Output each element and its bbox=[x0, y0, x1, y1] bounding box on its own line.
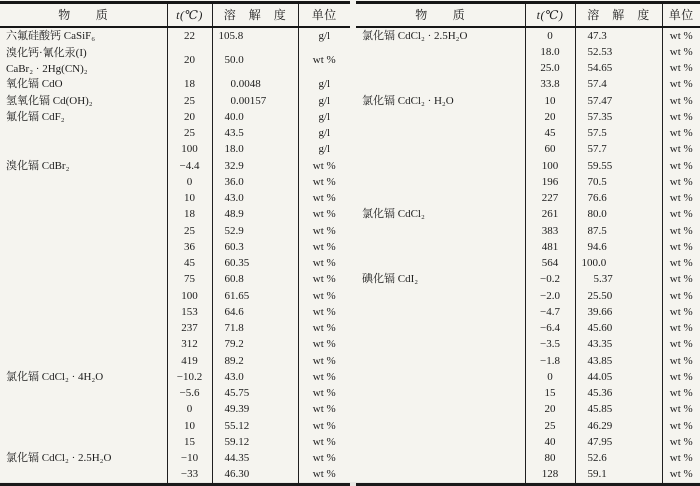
temperature-cell: 564 bbox=[525, 256, 575, 272]
temperature-cell: −33 bbox=[167, 467, 212, 485]
table-row bbox=[0, 77, 350, 93]
solubility-cell: 57.5 bbox=[575, 126, 662, 142]
table-row bbox=[356, 386, 700, 402]
col-header-temperature: t(℃) bbox=[167, 3, 212, 28]
substance-cell bbox=[356, 191, 525, 207]
unit-cell: wt % bbox=[312, 419, 336, 432]
solubility-cell: 59.12 bbox=[212, 434, 298, 450]
unit-cell: wt % bbox=[669, 175, 693, 188]
table-row bbox=[0, 402, 350, 418]
solubility-cell: 5.37 bbox=[575, 272, 662, 288]
temperature-cell: 0 bbox=[525, 369, 575, 385]
table-header-left bbox=[0, 3, 350, 28]
substance-cell bbox=[0, 353, 167, 369]
unit-cell: g/l bbox=[318, 78, 331, 91]
solubility-cell: 52.6 bbox=[575, 451, 662, 467]
temperature-cell: 45 bbox=[167, 256, 212, 272]
unit-cell: wt % bbox=[669, 240, 693, 253]
solubility-cell: 61.65 bbox=[212, 288, 298, 304]
table-row bbox=[0, 191, 350, 207]
substance-cell bbox=[356, 369, 525, 385]
unit-cell: wt % bbox=[312, 192, 336, 205]
temperature-cell: 20 bbox=[525, 109, 575, 125]
unit-cell: wt % bbox=[669, 273, 693, 286]
substance-cell bbox=[0, 434, 167, 450]
table-row bbox=[356, 321, 700, 337]
solubility-cell: 87.5 bbox=[575, 223, 662, 239]
header-row bbox=[356, 3, 700, 28]
solubility-cell: 50.0 bbox=[212, 44, 298, 77]
table-row bbox=[0, 321, 350, 337]
table-row bbox=[0, 418, 350, 434]
substance-cell: 溴化镉 CdBr₂ bbox=[0, 158, 167, 174]
solubility-cell: 44.35 bbox=[212, 451, 298, 467]
table-row bbox=[356, 207, 700, 223]
temperature-cell: 0 bbox=[525, 27, 575, 44]
table-row bbox=[0, 109, 350, 125]
solubility-cell: 57.7 bbox=[575, 142, 662, 158]
solubility-cell: 60.8 bbox=[212, 272, 298, 288]
table-row bbox=[0, 288, 350, 304]
unit-cell: wt % bbox=[312, 224, 336, 237]
temperature-cell: 261 bbox=[525, 207, 575, 223]
table-row bbox=[356, 451, 700, 467]
table-row bbox=[356, 109, 700, 125]
solubility-cell: 79.2 bbox=[212, 337, 298, 353]
unit-cell: wt % bbox=[312, 435, 336, 448]
solubility-cell: 47.95 bbox=[575, 434, 662, 450]
unit-cell: wt % bbox=[669, 419, 693, 432]
table-row bbox=[356, 239, 700, 255]
temperature-cell: −3.5 bbox=[525, 337, 575, 353]
temperature-cell: 10 bbox=[525, 93, 575, 109]
substance-cell bbox=[356, 386, 525, 402]
solubility-cell: 57.35 bbox=[575, 109, 662, 125]
table-row bbox=[356, 402, 700, 418]
unit-cell: wt % bbox=[669, 452, 693, 465]
temperature-cell: 227 bbox=[525, 191, 575, 207]
unit-cell: wt % bbox=[669, 322, 693, 335]
solubility-cell: 49.39 bbox=[212, 402, 298, 418]
unit-cell: wt % bbox=[312, 338, 336, 351]
solubility-cell: 48.9 bbox=[212, 207, 298, 223]
unit-cell: wt % bbox=[312, 468, 336, 481]
substance-cell: 氧化镉 CdO bbox=[0, 77, 167, 93]
table-row bbox=[0, 27, 350, 44]
table-row bbox=[356, 142, 700, 158]
table-body-right bbox=[356, 27, 700, 485]
unit-cell: wt % bbox=[669, 257, 693, 270]
solubility-cell: 59.1 bbox=[575, 467, 662, 485]
unit-cell: wt % bbox=[669, 78, 693, 91]
temperature-cell: 75 bbox=[167, 272, 212, 288]
substance-line1: 溴化钙·氰化汞(I) bbox=[6, 46, 87, 59]
substance-cell bbox=[356, 158, 525, 174]
solubility-cell: 43.35 bbox=[575, 337, 662, 353]
table-row bbox=[356, 288, 700, 304]
temperature-cell: 25.0 bbox=[525, 61, 575, 77]
solubility-cell: 45.60 bbox=[575, 321, 662, 337]
solubility-cell: 70.5 bbox=[575, 174, 662, 190]
solubility-cell: 55.12 bbox=[212, 418, 298, 434]
unit-cell: wt % bbox=[669, 224, 693, 237]
table-row bbox=[0, 434, 350, 450]
table-row bbox=[356, 337, 700, 353]
unit-cell: wt % bbox=[669, 62, 693, 75]
solubility-cell: 57.47 bbox=[575, 93, 662, 109]
substance-cell bbox=[0, 174, 167, 190]
table-row bbox=[356, 223, 700, 239]
unit-cell: wt % bbox=[669, 110, 693, 123]
unit-cell: wt % bbox=[669, 94, 693, 107]
unit-cell: wt % bbox=[669, 159, 693, 172]
table-row bbox=[356, 158, 700, 174]
table-row bbox=[356, 61, 700, 77]
solubility-cell: 45.36 bbox=[575, 386, 662, 402]
unit-cell: wt % bbox=[669, 370, 693, 383]
unit-cell: g/l bbox=[318, 110, 331, 123]
substance-cell bbox=[356, 256, 525, 272]
substance-cell bbox=[0, 288, 167, 304]
solubility-cell: 94.6 bbox=[575, 239, 662, 255]
col-header-substance: 物 质 bbox=[356, 3, 525, 28]
substance-cell bbox=[356, 61, 525, 77]
temperature-cell: 60 bbox=[525, 142, 575, 158]
solubility-cell: 52.9 bbox=[212, 223, 298, 239]
col-header-temperature: t(℃) bbox=[525, 3, 575, 28]
substance-cell bbox=[356, 337, 525, 353]
col-header-unit: 单位 bbox=[662, 3, 700, 28]
table-row bbox=[356, 272, 700, 288]
table-header-right bbox=[356, 3, 700, 28]
substance-cell bbox=[356, 288, 525, 304]
table-row bbox=[0, 256, 350, 272]
solubility-cell: 100.0 bbox=[575, 256, 662, 272]
table-row bbox=[0, 369, 350, 385]
temperature-cell: 40 bbox=[525, 434, 575, 450]
unit-cell: wt % bbox=[669, 289, 693, 302]
solubility-cell: 44.05 bbox=[575, 369, 662, 385]
solubility-cell: 45.75 bbox=[212, 386, 298, 402]
temperature-cell: 25 bbox=[167, 93, 212, 109]
solubility-cell: 57.4 bbox=[575, 77, 662, 93]
solubility-cell: 46.29 bbox=[575, 418, 662, 434]
temperature-cell: 36 bbox=[167, 239, 212, 255]
temperature-cell: 100 bbox=[167, 142, 212, 158]
substance-cell bbox=[356, 44, 525, 60]
substance-cell: 氢氧化镉 Cd(OH)₂ bbox=[0, 93, 167, 109]
substance-cell: 六氟硅酸钙 CaSiF₆ bbox=[0, 27, 167, 44]
substance-cell bbox=[0, 386, 167, 402]
solubility-table-right bbox=[356, 1, 700, 486]
solubility-cell: 0.00157 bbox=[212, 93, 298, 109]
solubility-cell: 36.0 bbox=[212, 174, 298, 190]
table-row bbox=[0, 223, 350, 239]
substance-cell bbox=[356, 239, 525, 255]
unit-cell: g/l bbox=[318, 143, 331, 156]
temperature-cell: −10.2 bbox=[167, 369, 212, 385]
substance-cell bbox=[356, 434, 525, 450]
substance-cell bbox=[356, 321, 525, 337]
solubility-cell: 89.2 bbox=[212, 353, 298, 369]
table-row bbox=[356, 77, 700, 93]
temperature-cell: −4.7 bbox=[525, 304, 575, 320]
unit-cell: wt % bbox=[669, 305, 693, 318]
solubility-cell: 32.9 bbox=[212, 158, 298, 174]
table-row bbox=[0, 386, 350, 402]
solubility-cell: 46.30 bbox=[212, 467, 298, 485]
temperature-cell: 128 bbox=[525, 467, 575, 485]
substance-cell bbox=[0, 304, 167, 320]
temperature-cell: 20 bbox=[167, 44, 212, 77]
temperature-cell: 0 bbox=[167, 174, 212, 190]
col-header-solubility: 溶 解 度 bbox=[212, 3, 298, 28]
substance-cell: 氟化镉 CdF₂ bbox=[0, 109, 167, 125]
substance-cell bbox=[0, 321, 167, 337]
solubility-cell: 105.8 bbox=[212, 27, 298, 44]
substance-cell bbox=[0, 223, 167, 239]
table-row bbox=[0, 158, 350, 174]
unit-cell: wt % bbox=[312, 305, 336, 318]
temperature-cell: 419 bbox=[167, 353, 212, 369]
unit-cell: wt % bbox=[669, 208, 693, 221]
solubility-cell: 45.85 bbox=[575, 402, 662, 418]
table-row bbox=[356, 304, 700, 320]
unit-cell: wt % bbox=[669, 127, 693, 140]
unit-cell: wt % bbox=[312, 257, 336, 270]
substance-cell: 碘化镉 CdI₂ bbox=[356, 272, 525, 288]
table-row bbox=[0, 93, 350, 109]
unit-cell: wt % bbox=[312, 354, 336, 367]
col-header-unit: 单位 bbox=[298, 3, 350, 28]
unit-cell: wt % bbox=[669, 338, 693, 351]
temperature-cell: 25 bbox=[167, 126, 212, 142]
temperature-cell: 15 bbox=[525, 386, 575, 402]
substance-cell bbox=[356, 77, 525, 93]
substance-cell: 氯化镉 CdCl₂ bbox=[356, 207, 525, 223]
table-row bbox=[0, 451, 350, 467]
unit-cell: wt % bbox=[669, 435, 693, 448]
substance-cell bbox=[356, 451, 525, 467]
substance-cell bbox=[0, 142, 167, 158]
table-row bbox=[356, 256, 700, 272]
table-row bbox=[0, 174, 350, 190]
unit-cell: wt % bbox=[312, 452, 336, 465]
temperature-cell: 20 bbox=[167, 109, 212, 125]
table-row bbox=[0, 44, 350, 77]
temperature-cell: 15 bbox=[167, 434, 212, 450]
unit-cell: wt % bbox=[669, 45, 693, 58]
solubility-cell: 25.50 bbox=[575, 288, 662, 304]
temperature-cell: 237 bbox=[167, 321, 212, 337]
table-row bbox=[356, 174, 700, 190]
unit-cell: g/l bbox=[318, 127, 331, 140]
solubility-cell: 43.0 bbox=[212, 369, 298, 385]
table-row bbox=[356, 126, 700, 142]
unit-cell: wt % bbox=[312, 54, 336, 66]
substance-cell bbox=[0, 272, 167, 288]
col-header-substance: 物 质 bbox=[0, 3, 167, 28]
table-row bbox=[0, 239, 350, 255]
solubility-cell: 80.0 bbox=[575, 207, 662, 223]
solubility-cell: 64.6 bbox=[212, 304, 298, 320]
substance-cell bbox=[356, 223, 525, 239]
table-row bbox=[0, 207, 350, 223]
substance-cell bbox=[0, 191, 167, 207]
temperature-cell: −0.2 bbox=[525, 272, 575, 288]
substance-cell bbox=[356, 109, 525, 125]
solubility-cell: 18.0 bbox=[212, 142, 298, 158]
substance-cell bbox=[356, 304, 525, 320]
unit-cell: wt % bbox=[669, 192, 693, 205]
solubility-cell: 54.65 bbox=[575, 61, 662, 77]
temperature-cell: 25 bbox=[167, 223, 212, 239]
solubility-cell: 60.35 bbox=[212, 256, 298, 272]
substance-cell bbox=[356, 126, 525, 142]
temperature-cell: 45 bbox=[525, 126, 575, 142]
solubility-cell: 52.53 bbox=[575, 44, 662, 60]
substance-cell bbox=[0, 402, 167, 418]
substance-cell bbox=[0, 256, 167, 272]
unit-cell: wt % bbox=[312, 175, 336, 188]
temperature-cell: 20 bbox=[525, 402, 575, 418]
table-row bbox=[356, 93, 700, 109]
solubility-cell: 71.8 bbox=[212, 321, 298, 337]
solubility-cell: 39.66 bbox=[575, 304, 662, 320]
solubility-cell: 76.6 bbox=[575, 191, 662, 207]
solubility-cell: 60.3 bbox=[212, 239, 298, 255]
unit-cell: wt % bbox=[312, 159, 336, 172]
substance-line2: CaBr₂ · 2Hg(CN)₂ bbox=[6, 62, 88, 75]
substance-cell bbox=[0, 239, 167, 255]
table-row bbox=[0, 337, 350, 353]
unit-cell: wt % bbox=[312, 289, 336, 302]
temperature-cell: 196 bbox=[525, 174, 575, 190]
temperature-cell: −5.6 bbox=[167, 386, 212, 402]
temperature-cell: 0 bbox=[167, 402, 212, 418]
solubility-cell: 43.0 bbox=[212, 191, 298, 207]
substance-cell: 氯化镉 CdCl₂ · 2.5H₂O bbox=[356, 27, 525, 44]
temperature-cell: 18 bbox=[167, 77, 212, 93]
table-row bbox=[0, 142, 350, 158]
unit-cell: wt % bbox=[312, 240, 336, 253]
table-row bbox=[356, 353, 700, 369]
unit-cell: g/l bbox=[318, 29, 331, 42]
unit-cell: wt % bbox=[312, 273, 336, 286]
table-row bbox=[0, 126, 350, 142]
unit-cell: wt % bbox=[669, 354, 693, 367]
solubility-cell: 40.0 bbox=[212, 109, 298, 125]
temperature-cell: −10 bbox=[167, 451, 212, 467]
col-header-solubility: 溶 解 度 bbox=[575, 3, 662, 28]
temperature-cell: 18 bbox=[167, 207, 212, 223]
substance-cell bbox=[0, 207, 167, 223]
substance-cell: 氯化镉 CdCl₂ · 2.5H₂O bbox=[0, 451, 167, 467]
table-row bbox=[356, 369, 700, 385]
table-row bbox=[356, 27, 700, 44]
substance-cell bbox=[356, 418, 525, 434]
solubility-cell: 47.3 bbox=[575, 27, 662, 44]
temperature-cell: 25 bbox=[525, 418, 575, 434]
unit-cell: wt % bbox=[669, 468, 693, 481]
substance-cell bbox=[356, 142, 525, 158]
solubility-cell: 43.85 bbox=[575, 353, 662, 369]
substance-cell bbox=[356, 353, 525, 369]
substance-cell bbox=[0, 418, 167, 434]
temperature-cell: 33.8 bbox=[525, 77, 575, 93]
unit-cell: wt % bbox=[312, 322, 336, 335]
substance-cell bbox=[0, 44, 167, 77]
temperature-cell: 100 bbox=[525, 158, 575, 174]
substance-cell bbox=[0, 337, 167, 353]
unit-cell: wt % bbox=[312, 387, 336, 400]
temperature-cell: 100 bbox=[167, 288, 212, 304]
unit-cell: wt % bbox=[312, 208, 336, 221]
temperature-cell: −2.0 bbox=[525, 288, 575, 304]
table-row bbox=[356, 44, 700, 60]
table-row bbox=[0, 272, 350, 288]
substance-cell bbox=[0, 126, 167, 142]
table-row bbox=[356, 191, 700, 207]
temperature-cell: 153 bbox=[167, 304, 212, 320]
unit-cell: wt % bbox=[669, 29, 693, 42]
table-row bbox=[0, 353, 350, 369]
temperature-cell: 80 bbox=[525, 451, 575, 467]
unit-cell: wt % bbox=[669, 403, 693, 416]
table-body-left bbox=[0, 27, 350, 485]
substance-cell: 氯化镉 CdCl₂ · 4H₂O bbox=[0, 369, 167, 385]
temperature-cell: 10 bbox=[167, 418, 212, 434]
substance-cell: 氯化镉 CdCl₂ · H₂O bbox=[356, 93, 525, 109]
substance-cell bbox=[356, 174, 525, 190]
unit-cell: wt % bbox=[669, 143, 693, 156]
unit-cell: wt % bbox=[312, 370, 336, 383]
solubility-cell: 59.55 bbox=[575, 158, 662, 174]
table-row bbox=[0, 304, 350, 320]
temperature-cell: 312 bbox=[167, 337, 212, 353]
temperature-cell: 383 bbox=[525, 223, 575, 239]
temperature-cell: 481 bbox=[525, 239, 575, 255]
temperature-cell: 10 bbox=[167, 191, 212, 207]
temperature-cell: 18.0 bbox=[525, 44, 575, 60]
solubility-cell: 43.5 bbox=[212, 126, 298, 142]
table-row bbox=[356, 418, 700, 434]
unit-cell: wt % bbox=[669, 387, 693, 400]
temperature-cell: −4.4 bbox=[167, 158, 212, 174]
temperature-cell: 22 bbox=[167, 27, 212, 44]
temperature-cell: −6.4 bbox=[525, 321, 575, 337]
unit-cell: wt % bbox=[312, 403, 336, 416]
temperature-cell: −1.8 bbox=[525, 353, 575, 369]
header-row bbox=[0, 3, 350, 28]
substance-cell bbox=[356, 402, 525, 418]
solubility-table-left bbox=[0, 1, 350, 486]
unit-cell: g/l bbox=[318, 94, 331, 107]
solubility-cell: 0.0048 bbox=[212, 77, 298, 93]
table-row bbox=[356, 434, 700, 450]
